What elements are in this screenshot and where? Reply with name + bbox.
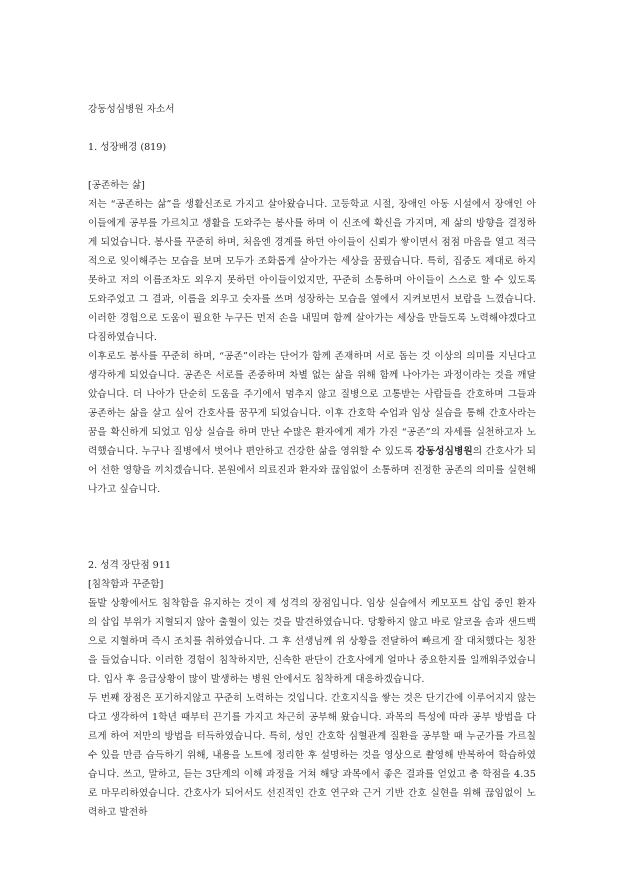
paragraph-growth-1: 저는 “공존하는 삶”을 생활신조로 가지고 살아왔습니다. 고등학교 시절, 장애인 아동 시설에서 장애인 아이들에게 공부를 가르치고 생활을 도와주는 봉사를 하며 이 신조에 확신을 가지며, 제 삶의 방향을 결정하게 되었습니다. 봉사를 꾸준히 하며, 처음엔 경계를 하던 아이들이 신뢰가 쌓이면서 점점 마음을 열고 적극적으로 잊이해주는 모습을 보며 모두가 조화롭게 살아가는 세상을 꿈꿨습니다. 특히, 집중도 제대로 하지 못하고 저의 이름조차도 외우지 못하던 아이들이었지만, 꾸준히 소통하며 아이들이 스스로 할 수 있도록 도와주었고 그 결과, 이름을 외우고 숫자를 쓰며 성장하는 모습을 옆에서 지켜보면서 보람을 느꼈습니다. 이러한 경험으로 도움이 필요한 누구든 먼저 손을 내밀며 함께 살아가는 세상을 만들도록 노력해야겠다고 다짐하였습니다. (88, 199, 536, 343)
paragraph-growth-2 (88, 347, 536, 499)
subheading-coexistence: [공존하는 삶] (88, 180, 145, 191)
paragraph-personality-1: 돌발 상황에서도 침착함을 유지하는 것이 제 성격의 장점입니다. 임상 실습에서 케모포트 삽입 중인 환자의 삽입 부위가 지혈되지 않아 출혈이 있는 것을 발견하였습니다. 당황하지 않고 바로 알코올 솜과 샌드백으로 지혈하며 즉시 조치를 취하였습니다. 그 후 선생님께 위 상황을 전달하여 빠르게 잘 대처했다는 칭찬을 들었습니다. 이러한 경험이 침착하지만, 신속한 판단이 간호사에게 얼마나 중요한지를 일깨워주었습니다. 입사 후 응급상황이 많이 발생하는 병원 안에서도 침착하게 대응하겠습니다. (88, 598, 536, 685)
section-heading-personality: 2. 성격 장단점 911 (88, 560, 171, 571)
paragraph-text: 의 간호사가 되어 선한 영향을 끼치겠습니다. 본원에서 의료진과 환자와 끊임없이 소통하며 진정한 공존의 의미를 실현해나가고 싶습니다. (88, 446, 537, 495)
spacer (88, 499, 536, 556)
hospital-name-bold: 강동성심병원 (416, 446, 473, 457)
spacer (88, 157, 536, 176)
document-title: 강동성심병원 자소서 (88, 104, 175, 115)
subheading-calm-persistence: [침착함과 꾸준함] (88, 579, 164, 590)
paragraph-personality-2: 두 번째 장점은 포기하지않고 꾸준히 노력하는 것입니다. 간호지식을 쌓는 것은 단기간에 이루어지지 않는다고 생각하여 1학년 때부터 끈기를 가지고 차근히 공부해 왔습니다. 과목의 특성에 따라 공부 방법을 다르게 하여 저만의 방법을 터득하였습니다. 특히, 성인 간호학 심혈관계 질환을 공부할 때 누군가를 가르칠 수 있을 만큼 습득하기 위해, 내용을 노트에 정리한 후 설명하는 것을 영상으로 촬영해 반복하여 학습하였습니다. 쓰고, 말하고, 듣는 3단계의 이해 과정을 거쳐 해당 과목에서 좋은 결과를 얻었고 총 학점을 4.35로 마무리하였습니다. 간호사가 되어서도 선진적인 간호 연구와 근거 기반 간호 실현을 위해 끊임없이 노력하고 발전하 (88, 693, 536, 818)
paragraph-text: 이후로도 봉사를 꾸준히 하며, “공존”이라는 단어가 함께 존재하며 서로 돕는 것 이상의 의미를 지닌다고 생각하게 되었습니다. 공존은 서로를 존중하며 차별 없는 삶을 위해 함께 나아가는 과정이라는 것을 깨달았습니다. 더 나아가 단순히 도움을 주기에서 멈추지 않고 질병으로 고통받는 사람들을 간호하며 그들과 공존하는 삶을 살고 싶어 간호사를 꿈꾸게 되었습니다. 이후 간호학 수업과 임상 실습을 통해 간호사라는 꿈을 확신하게 되었고 임상 실습을 하며 만난 수많은 환자에게 제가 가진 “공존”의 자세를 실천하고자 노력했습니다. 누구나 질병에서 벗어나 편안하고 건강한 삶을 영위할 수 있도록 (88, 351, 536, 457)
section-heading-growth: 1. 성장배경 (819) (88, 142, 167, 153)
